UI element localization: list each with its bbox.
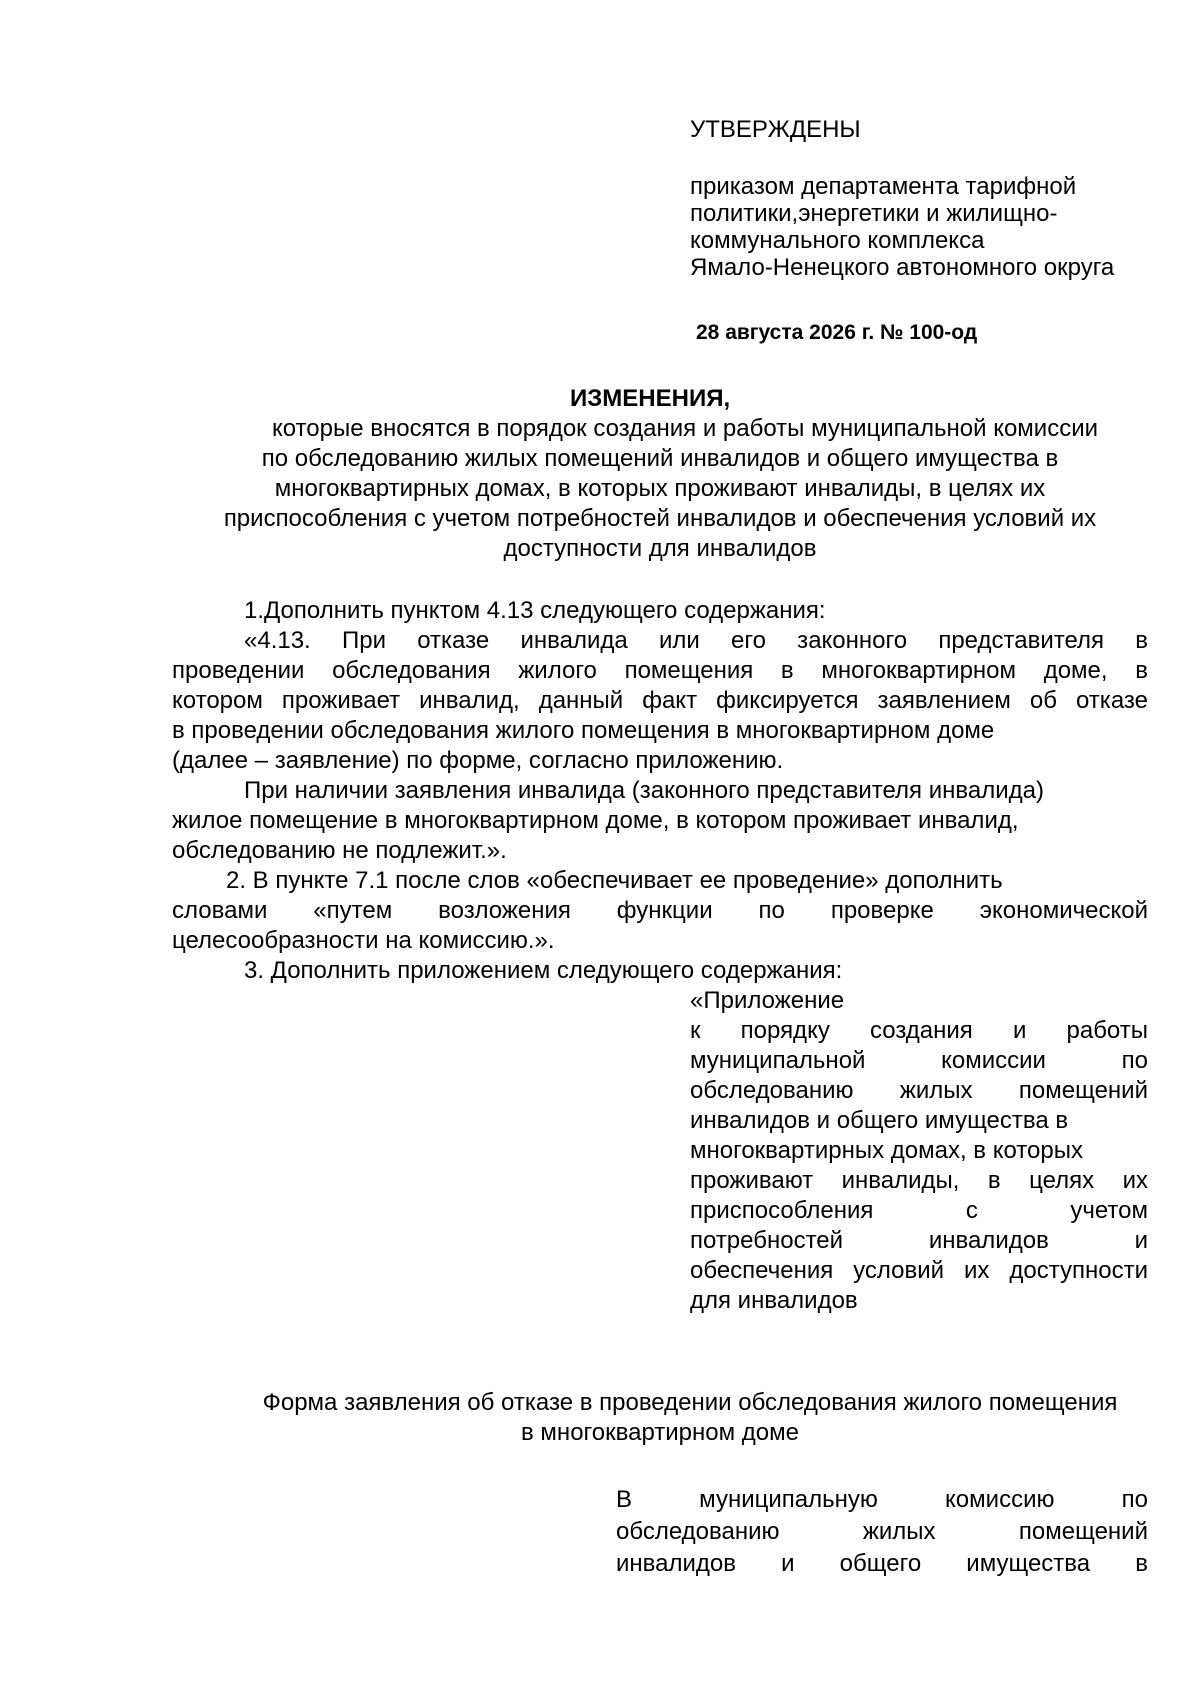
addressee-line: инвалидов и общего имущества в — [616, 1550, 1148, 1577]
paragraph-line: жилое помещение в многоквартирном доме, в котором проживает инвалид, — [172, 807, 1019, 834]
subtitle-line: которые вносятся в порядок создания и работы муниципальной комиссии — [271, 415, 1099, 442]
approval-line: Ямало-Ненецкого автономного округа — [690, 254, 1115, 281]
appendix-line: потребностей инвалидов и — [690, 1227, 1148, 1254]
paragraph-line: целесообразности на комиссию.». — [172, 927, 555, 954]
document-title: ИЗМЕНЕНИЯ, — [570, 385, 731, 412]
paragraph-line: проведении обследования жилого помещения в многоквартирном доме, в — [172, 657, 1148, 684]
approval-line: политики,энергетики и жилищно- — [690, 200, 1058, 227]
subtitle-line: по обследованию жилых помещений инвалидов и общего имущества в — [261, 445, 1059, 472]
paragraph-line: (далее – заявление) по форме, согласно приложению. — [172, 747, 784, 774]
item-2 — [172, 866, 1148, 956]
paragraph-line: обследованию не подлежит.». — [172, 837, 507, 864]
addressee-line: обследованию жилых помещений — [616, 1518, 1148, 1545]
item-3: 3. Дополнить приложением следующего содержания: — [244, 957, 843, 984]
approval-order-text — [690, 173, 1160, 281]
appendix-caption — [690, 1016, 1148, 1316]
appendix-line: проживают инвалиды, в целях их — [690, 1167, 1148, 1194]
approval-date-number: 28 августа 2026 г. № 100-од — [696, 321, 978, 344]
form-title — [170, 1388, 1150, 1448]
paragraph-4-13-second — [172, 776, 1148, 866]
paragraph-line: 2. В пункте 7.1 после слов «обеспечивает ее проведение» дополнить — [226, 867, 1003, 894]
appendix-line: инвалидов и общего имущества в — [690, 1107, 1069, 1134]
paragraph-4-13 — [172, 626, 1148, 776]
appendix-line: приспособления с учетом — [690, 1197, 1148, 1224]
appendix-line: обеспечения условий их доступности — [690, 1257, 1148, 1284]
appendix-heading: «Приложение — [690, 987, 845, 1014]
form-addressee — [616, 1484, 1148, 1580]
document-subtitle — [170, 414, 1150, 564]
subtitle-line: доступности для инвалидов — [503, 535, 817, 562]
approval-heading: УТВЕРЖДЕНЫ — [690, 116, 861, 143]
form-title-line: в многоквартирном доме — [521, 1419, 799, 1446]
appendix-line: обследованию жилых помещений — [690, 1077, 1148, 1104]
subtitle-line: приспособления с учетом потребностей инвалидов и обеспечения условий их — [223, 505, 1097, 532]
paragraph-line: При наличии заявления инвалида (законного представителя инвалида) — [244, 777, 1044, 804]
appendix-line: муниципальной комиссии по — [690, 1047, 1148, 1074]
addressee-line: В муниципальную комиссию по — [616, 1486, 1148, 1513]
paragraph-line: «4.13. При отказе инвалида или его законного представителя в — [244, 627, 1148, 654]
appendix-line: многоквартирных домах, в которых — [690, 1137, 1083, 1164]
paragraph-line: словами «путем возложения функции по проверке экономической — [172, 897, 1148, 924]
approval-line: коммунального комплекса — [690, 227, 985, 254]
appendix-line: к порядку создания и работы — [690, 1017, 1148, 1044]
item-1: 1.Дополнить пунктом 4.13 следующего содержания: — [244, 597, 826, 624]
form-title-line: Форма заявления об отказе в проведении обследования жилого помещения — [262, 1389, 1118, 1416]
approval-line: приказом департамента тарифной — [690, 173, 1077, 200]
paragraph-line: котором проживает инвалид, данный факт фиксируется заявлением об отказе — [172, 687, 1148, 714]
appendix-line: для инвалидов — [690, 1287, 858, 1314]
paragraph-line: в проведении обследования жилого помещения в многоквартирном доме — [172, 717, 995, 744]
subtitle-line: многоквартирных домах, в которых проживают инвалиды, в целях их — [274, 475, 1046, 502]
